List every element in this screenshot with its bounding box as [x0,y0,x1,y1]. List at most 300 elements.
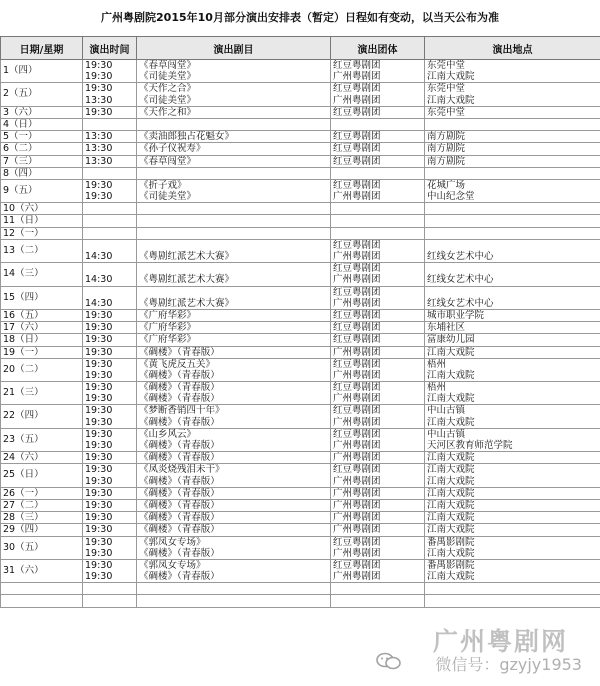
venue-cell [425,179,600,202]
time-text: 19:30 [85,440,113,451]
date-cell [1,428,83,451]
time-cell [83,346,137,358]
date-cell [1,143,83,155]
watermark-logo: 广州粤剧网 [432,627,568,656]
date-cell [1,346,83,358]
date-text: 19（一） [3,346,44,358]
table-row [1,559,600,582]
program-cell [137,524,331,536]
venue-cell [425,227,600,239]
troupe-text: 广州粤剧团 [333,191,381,203]
venue-text: 江南大戏院 [427,94,475,106]
schedule-table [0,36,600,608]
venue-cell [425,83,600,106]
table-row [1,334,600,346]
program-text: 《碉楼》（青春版） [139,571,220,583]
program-cell [137,203,331,215]
venue-cell [425,263,600,286]
venue-text: 梧州 [427,382,447,394]
table-row [1,309,600,321]
time-text: 19:30 [85,475,113,487]
time-text: 19:30 [85,464,113,476]
troupe-text: 红豆粤剧团 [333,60,381,71]
table-row [1,595,600,607]
time-text: 19:30 [85,524,113,536]
troupe-cell [331,179,425,202]
program-cell [137,559,331,582]
venue-text: 花城广场 [427,179,466,191]
venue-cell [425,155,600,167]
venue-cell [425,106,600,118]
date-cell [1,536,83,559]
venue-text: 江南大戏院 [427,71,475,83]
venue-cell [425,583,600,595]
program-cell [137,358,331,381]
program-cell [137,536,331,559]
date-cell [1,309,83,321]
program-text [139,287,328,298]
venue-text [427,240,598,251]
date-text: 16（五） [3,309,44,321]
date-text: 15（四） [3,291,44,303]
venue-text: 红线女艺术中心 [427,297,494,309]
troupe-text: 红豆粤剧团 [333,428,381,440]
date-cell [1,452,83,464]
program-cell [137,143,331,155]
program-text: 《碉楼》（青春版） [139,416,220,428]
time-text: 14:30 [85,297,113,309]
program-text: 《黄飞虎反五关》 [139,358,216,370]
time-cell [83,524,137,536]
program-cell [137,215,331,227]
program-text: 《司徒美堂》 [139,71,197,83]
venue-cell [425,239,600,262]
troupe-cell [331,263,425,286]
program-text: 《春草闯堂》 [139,155,197,167]
program-cell [137,239,331,262]
date-cell [1,60,83,83]
troupe-text: 红豆粤剧团 [333,322,381,334]
date-text: 8（四） [3,167,38,179]
troupe-cell [331,155,425,167]
time-text: 19:30 [85,428,113,440]
venue-cell [425,215,600,227]
troupe-text: 红豆粤剧团 [333,106,381,118]
venue-cell [425,499,600,511]
troupe-cell [331,452,425,464]
program-text: 《卖油郎独占花魁女》 [139,131,235,143]
venue-text: 东莞中堂 [427,83,466,95]
date-cell [1,179,83,202]
venue-text: 江南大戏院 [427,524,475,536]
program-text: 《广府华彩》 [139,309,197,321]
time-text: 14:30 [85,251,113,262]
program-cell [137,309,331,321]
date-cell [1,559,83,582]
date-text: 9（五） [3,184,38,196]
venue-cell [425,286,600,309]
program-cell [137,227,331,239]
time-cell [83,382,137,405]
program-cell [137,167,331,179]
table-row [1,131,600,143]
program-text: 《司徒美堂》 [139,191,197,203]
time-text: 19:30 [85,334,113,346]
program-text: 《广府华彩》 [139,334,197,346]
header-time: 演出时间 [83,37,137,60]
venue-cell [425,452,600,464]
time-cell [83,595,137,607]
troupe-text: 红豆粤剧团 [333,358,381,370]
time-text: 19:30 [85,322,113,334]
venue-text: 江南大戏院 [427,416,475,428]
time-cell [83,358,137,381]
table-row [1,118,600,130]
venue-text: 江南大戏院 [427,452,475,464]
venue-cell [425,131,600,143]
time-text: 19:30 [85,382,113,394]
date-text: 7（三） [3,155,38,167]
program-text: 《粤剧红派艺术大赛》 [139,251,235,262]
time-cell [83,263,137,286]
venue-cell [425,358,600,381]
troupe-text: 红豆粤剧团 [333,536,381,548]
header-date: 日期/星期 [1,37,83,60]
table-row [1,512,600,524]
troupe-cell [331,143,425,155]
program-cell [137,334,331,346]
program-text: 《碉楼》（青春版） [139,512,220,524]
program-text: 《司徒美堂》 [139,94,197,106]
time-text: 19:30 [85,512,113,524]
troupe-text: 广州粤剧团 [333,346,381,358]
troupe-cell [331,583,425,595]
program-cell [137,464,331,487]
troupe-cell [331,83,425,106]
table-row [1,239,600,262]
troupe-text: 广州粤剧团 [333,475,381,487]
troupe-text: 红豆粤剧团 [333,143,381,155]
program-text: 《碉楼》（青春版） [139,475,220,487]
time-cell [83,487,137,499]
time-text: 19:30 [85,369,113,381]
table-row [1,405,600,428]
date-cell [1,263,83,286]
table-row [1,155,600,167]
date-text: 2（五） [3,88,38,100]
troupe-text: 广州粤剧团 [333,440,381,451]
venue-text: 南方剧院 [427,155,466,167]
program-text: 《碉楼》（青春版） [139,499,220,511]
troupe-text: 广州粤剧团 [333,297,381,309]
table-row [1,227,600,239]
date-cell [1,286,83,309]
venue-text: 江南大戏院 [427,547,475,559]
venue-text: 富康幼儿园 [427,334,475,346]
date-text [3,595,80,606]
time-text: 19:30 [85,536,113,548]
date-text: 21（三） [3,387,44,399]
program-text: 《郭凤女专场》 [139,536,206,548]
troupe-cell [331,512,425,524]
table-row [1,167,600,179]
time-text: 14:30 [85,274,113,286]
time-text: 13:30 [85,94,113,106]
venue-text: 城市职业学院 [427,309,485,321]
troupe-text: 红豆粤剧团 [333,83,381,95]
time-cell [83,179,137,202]
program-text: 《天作之合》 [139,83,197,95]
venue-cell [425,487,600,499]
program-cell [137,106,331,118]
time-text: 19:30 [85,346,113,358]
program-text: 《春草闯堂》 [139,60,197,71]
table-row [1,286,600,309]
header-troupe: 演出团体 [331,37,425,60]
program-text: 《碉楼》（青春版） [139,524,220,536]
venue-text: 江南大戏院 [427,369,475,381]
troupe-cell [331,559,425,582]
time-text: 19:30 [85,358,113,370]
venue-cell [425,428,600,451]
program-text: 《凤炎烧残泪未干》 [139,464,225,476]
troupe-text: 红豆粤剧团 [333,464,381,476]
date-text: 30（五） [3,541,44,553]
date-text: 11（日） [3,215,44,227]
time-cell [83,559,137,582]
program-cell [137,595,331,607]
program-cell [137,60,331,83]
time-text: 19:30 [85,393,113,405]
program-text: 《折子戏》 [139,179,187,191]
schedule-body [1,60,600,608]
date-text: 10（六） [3,203,44,215]
troupe-text: 广州粤剧团 [333,547,381,559]
troupe-cell [331,524,425,536]
time-cell [83,286,137,309]
time-text [85,240,134,251]
program-cell [137,583,331,595]
time-cell [83,405,137,428]
program-text: 《孙子仪祝寿》 [139,143,206,155]
date-cell [1,464,83,487]
troupe-text: 红豆粤剧团 [333,155,381,167]
program-cell [137,382,331,405]
program-text: 《碉楼》（青春版） [139,440,220,451]
troupe-text: 红豆粤剧团 [333,405,381,417]
program-text: 《粤剧红派艺术大赛》 [139,274,235,286]
date-text: 27（二） [3,499,44,511]
troupe-text: 广州粤剧团 [333,71,381,83]
date-text: 3（六） [3,106,38,118]
time-text: 19:30 [85,71,113,83]
time-cell [83,583,137,595]
date-text: 1（四） [3,65,38,76]
venue-cell [425,60,600,83]
program-text [139,263,328,274]
troupe-cell [331,358,425,381]
program-cell [137,346,331,358]
table-row [1,428,600,451]
troupe-text: 广州粤剧团 [333,274,381,286]
troupe-cell [331,322,425,334]
troupe-cell [331,405,425,428]
program-text: 《碉楼》（青春版） [139,547,220,559]
troupe-text: 红豆粤剧团 [333,239,381,251]
venue-cell [425,512,600,524]
venue-text [427,287,598,298]
date-cell [1,83,83,106]
time-text: 19:30 [85,416,113,428]
program-cell [137,322,331,334]
venue-text: 南方剧院 [427,143,466,155]
time-text: 19:30 [85,547,113,559]
program-text: 《碉楼》（青春版） [139,393,220,405]
table-row [1,524,600,536]
time-text: 19:30 [85,571,113,583]
venue-text [427,263,598,274]
time-cell [83,334,137,346]
time-cell [83,452,137,464]
table-row [1,487,600,499]
program-text [139,240,328,251]
troupe-text: 红豆粤剧团 [333,382,381,394]
date-text: 4（日） [3,118,38,130]
troupe-text: 广州粤剧团 [333,393,381,405]
troupe-text: 广州粤剧团 [333,571,381,583]
troupe-text: 广州粤剧团 [333,251,381,262]
time-cell [83,499,137,511]
table-row [1,60,600,83]
troupe-cell [331,286,425,309]
venue-text: 红线女艺术中心 [427,274,494,286]
venue-text: 江南大戏院 [427,346,475,358]
troupe-cell [331,464,425,487]
table-row [1,346,600,358]
table-header-row [1,37,600,60]
troupe-cell [331,167,425,179]
date-text [3,583,80,594]
date-text: 31（六） [3,564,44,576]
page-title: 广州粤剧院2015年10月部分演出安排表（暂定）日程如有变动，以当天公布为准 [101,11,499,24]
troupe-text: 红豆粤剧团 [333,286,381,298]
troupe-text: 红豆粤剧团 [333,559,381,571]
venue-cell [425,322,600,334]
date-text: 26（一） [3,487,44,499]
date-text: 24（六） [3,452,44,464]
program-cell [137,405,331,428]
troupe-cell [331,118,425,130]
date-cell [1,499,83,511]
venue-text: 东埔社区 [427,322,466,334]
troupe-cell [331,499,425,511]
program-cell [137,179,331,202]
troupe-text: 广州粤剧团 [333,524,381,536]
troupe-cell [331,60,425,83]
program-cell [137,499,331,511]
troupe-text: 广州粤剧团 [333,452,381,464]
date-text: 20（二） [3,363,44,375]
header-program: 演出剧目 [137,37,331,60]
wechat-icon [376,652,402,670]
time-text: 19:30 [85,106,113,118]
time-cell [83,60,137,83]
program-text: 《碉楼》（青春版） [139,452,220,464]
troupe-text: 红豆粤剧团 [333,309,381,321]
troupe-text: 红豆粤剧团 [333,263,381,275]
table-row [1,536,600,559]
time-cell [83,106,137,118]
troupe-cell [331,428,425,451]
program-cell [137,155,331,167]
table-row [1,215,600,227]
venue-text: 东莞中堂 [427,106,466,118]
table-row [1,106,600,118]
date-cell [1,583,83,595]
time-cell [83,143,137,155]
troupe-text: 广州粤剧团 [333,94,381,106]
date-cell [1,203,83,215]
date-cell [1,512,83,524]
venue-text: 南方剧院 [427,131,466,143]
troupe-cell [331,382,425,405]
venue-cell [425,382,600,405]
date-text: 12（一） [3,227,44,239]
venue-cell [425,559,600,582]
date-cell [1,227,83,239]
venue-text: 中山古镇 [427,405,466,417]
time-cell [83,239,137,262]
date-text: 23（五） [3,433,44,445]
table-row [1,452,600,464]
table-row [1,83,600,106]
time-cell [83,83,137,106]
program-cell [137,131,331,143]
time-cell [83,227,137,239]
date-cell [1,215,83,227]
program-text: 《碉楼》（青春版） [139,487,220,499]
date-cell [1,487,83,499]
troupe-text: 广州粤剧团 [333,499,381,511]
venue-text: 红线女艺术中心 [427,251,494,262]
time-text: 19:30 [85,60,113,71]
time-cell [83,536,137,559]
troupe-text: 广州粤剧团 [333,369,381,381]
time-text: 19:30 [85,405,113,417]
troupe-cell [331,309,425,321]
date-text: 6（二） [3,143,38,155]
date-text: 28（三） [3,512,44,524]
program-text: 《碉楼》（青春版） [139,346,220,358]
time-cell [83,464,137,487]
time-text: 19:30 [85,487,113,499]
date-cell [1,334,83,346]
date-cell [1,595,83,607]
time-cell [83,155,137,167]
date-text: 25（日） [3,469,44,481]
watermark [376,622,586,678]
program-cell [137,118,331,130]
venue-cell [425,464,600,487]
date-text: 13（二） [3,244,44,256]
venue-text: 东莞中堂 [427,60,466,71]
program-text: 《梦断香销四十年》 [139,405,225,417]
troupe-text: 红豆粤剧团 [333,334,381,346]
date-cell [1,524,83,536]
troupe-cell [331,595,425,607]
table-row [1,203,600,215]
troupe-cell [331,227,425,239]
